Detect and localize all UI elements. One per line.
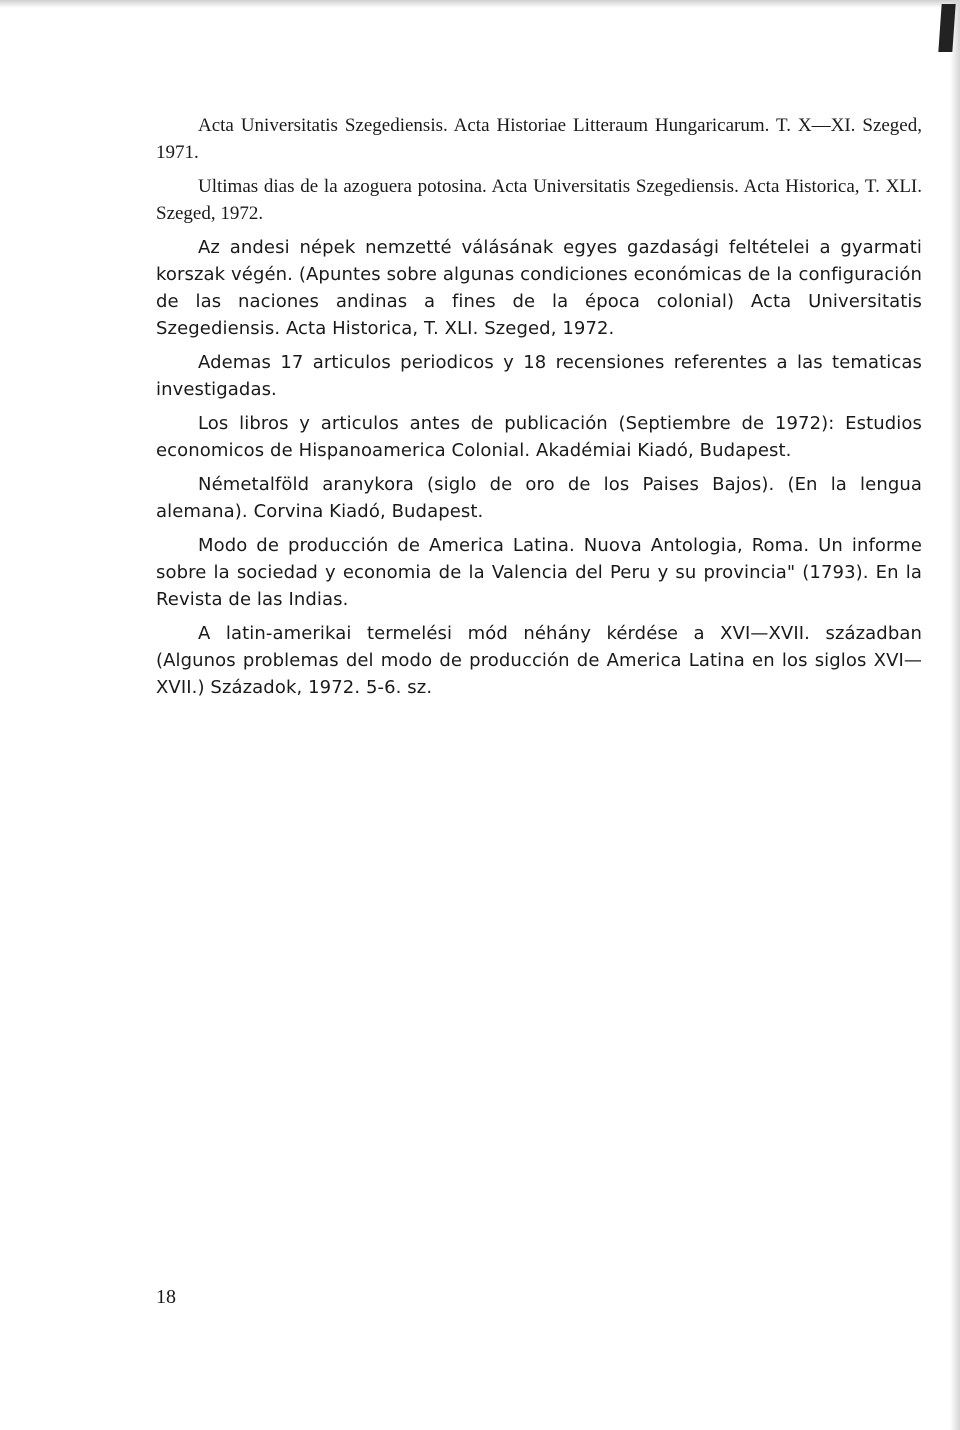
scan-edge-right	[950, 0, 960, 1430]
page-number: 18	[156, 1286, 176, 1308]
bibliography-list	[156, 112, 922, 708]
bibliography-entry-7: Modo de producción de America Latina. Nuova Antologia, Roma. Un informe sobre la sociedad y economia de la Valencia del Peru y su provincia" (1793). En la Revista de las Indias.	[156, 535, 922, 610]
bibliography-entry-4: Ademas 17 articulos periodicos y 18 recensiones referentes a las tematicas investigadas.	[156, 352, 922, 400]
bibliography-entry-2: Ultimas dias de la azoguera potosina. Acta Universitatis Szegediensis. Acta Historica, T. XLI. Szeged, 1972.	[156, 176, 922, 224]
bibliography-entry-1: Acta Universitatis Szegediensis. Acta Historiae Litteraum Hungaricarum. T. X—XI. Szeged, 1971.	[156, 115, 922, 163]
bibliography-entry-8: A latin-amerikai termelési mód néhány kérdése a XVI—XVII. században (Algunos problemas del modo de producción de America Latina en los siglos XVI—XVII.) Századok, 1972. 5-6. sz.	[156, 623, 922, 698]
bibliography-entry-5: Los libros y articulos antes de publicación (Septiembre de 1972): Estudios economicos de Hispanoamerica Colonial. Akadémiai Kiadó, Budapest.	[156, 413, 922, 461]
bibliography-entry-3: Az andesi népek nemzetté válásának egyes gazdasági feltételei a gyarmati korszak végén. (Apuntes sobre algunas condiciones económicas de la configuración de las naciones andinas a fines de la época colonial) Acta Universitatis Szegediensis. Acta Historica, T. XLI. Szeged, 1972.	[156, 237, 922, 339]
bibliography-entry-6: Németalföld aranykora (siglo de oro de los Paises Bajos). (En la lengua alemana). Corvina Kiadó, Budapest.	[156, 474, 922, 522]
scan-edge-top	[0, 0, 960, 8]
